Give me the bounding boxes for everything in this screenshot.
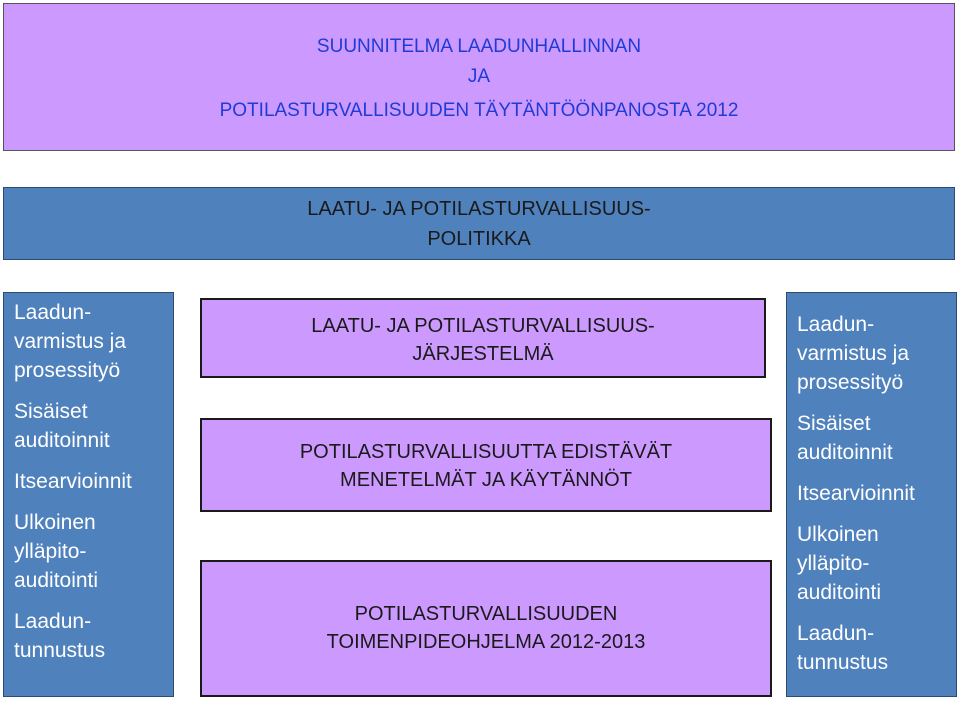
right-item-internal-audits bbox=[797, 409, 948, 467]
policy-box bbox=[3, 187, 955, 260]
right-item-text: Itsearvioinnit bbox=[797, 482, 915, 505]
left-item-text: prosessityö bbox=[14, 359, 121, 382]
program-line-2: TOIMENPIDEOHJELMA 2012-2013 bbox=[326, 631, 646, 653]
right-item-external-audit bbox=[797, 520, 948, 607]
system-line-2: JÄRJESTELMÄ bbox=[412, 343, 554, 365]
left-item-text: varmistus ja bbox=[14, 330, 127, 353]
right-item-text: ylläpito- bbox=[797, 552, 870, 575]
right-item-text: Laadun- bbox=[797, 313, 875, 336]
right-item-text: auditointi bbox=[797, 581, 882, 604]
left-item-text: auditointi bbox=[14, 569, 99, 592]
right-item-self-assessments bbox=[797, 479, 948, 508]
left-activities-column bbox=[3, 292, 174, 697]
policy-line-2: POLITIKKA bbox=[427, 228, 531, 250]
policy-line-1: LAATU- JA POTILASTURVALLISUUS- bbox=[307, 198, 651, 220]
left-item-text: Ulkoinen bbox=[14, 511, 96, 534]
right-item-text: Laadun- bbox=[797, 622, 875, 645]
right-item-text: prosessityö bbox=[797, 371, 904, 394]
left-item-text: Sisäiset bbox=[14, 400, 88, 423]
left-item-text: auditoinnit bbox=[14, 429, 110, 452]
left-item-self-assessments bbox=[14, 467, 165, 496]
left-item-text: Laadun- bbox=[14, 301, 92, 324]
left-item-text: Laadun- bbox=[14, 610, 92, 633]
left-item-text: Itsearvioinnit bbox=[14, 470, 132, 493]
left-item-quality-recognition bbox=[14, 607, 165, 665]
action-program-box bbox=[200, 560, 772, 697]
plan-title-line-3: POTILASTURVALLISUUDEN TÄYTÄNTÖÖNPANOSTA 2012 bbox=[219, 100, 739, 121]
left-item-text: ylläpito- bbox=[14, 540, 87, 563]
right-item-text: auditoinnit bbox=[797, 441, 893, 464]
plan-title-line-2: JA bbox=[467, 66, 491, 87]
plan-title-line-1: SUUNNITELMA LAADUNHALLINNAN bbox=[316, 36, 642, 57]
left-item-text: tunnustus bbox=[14, 639, 106, 662]
left-item-external-audit bbox=[14, 508, 165, 595]
right-item-quality-assurance bbox=[797, 310, 948, 397]
system-box bbox=[200, 298, 766, 378]
right-item-text: tunnustus bbox=[797, 651, 889, 674]
left-item-quality-assurance bbox=[14, 298, 165, 385]
right-activities-column bbox=[786, 292, 957, 697]
program-line-1: POTILASTURVALLISUUDEN bbox=[354, 603, 618, 625]
right-item-text: Sisäiset bbox=[797, 412, 871, 435]
methods-line-2: MENETELMÄT JA KÄYTÄNNÖT bbox=[340, 469, 632, 491]
system-line-1: LAATU- JA POTILASTURVALLISUUS- bbox=[311, 315, 655, 337]
right-item-quality-recognition bbox=[797, 619, 948, 677]
methods-box bbox=[200, 418, 772, 512]
plan-title-box bbox=[3, 3, 955, 151]
right-item-text: Ulkoinen bbox=[797, 523, 879, 546]
methods-line-1: POTILASTURVALLISUUTTA EDISTÄVÄT bbox=[299, 441, 673, 463]
right-item-text: varmistus ja bbox=[797, 342, 910, 365]
left-item-internal-audits bbox=[14, 397, 165, 455]
